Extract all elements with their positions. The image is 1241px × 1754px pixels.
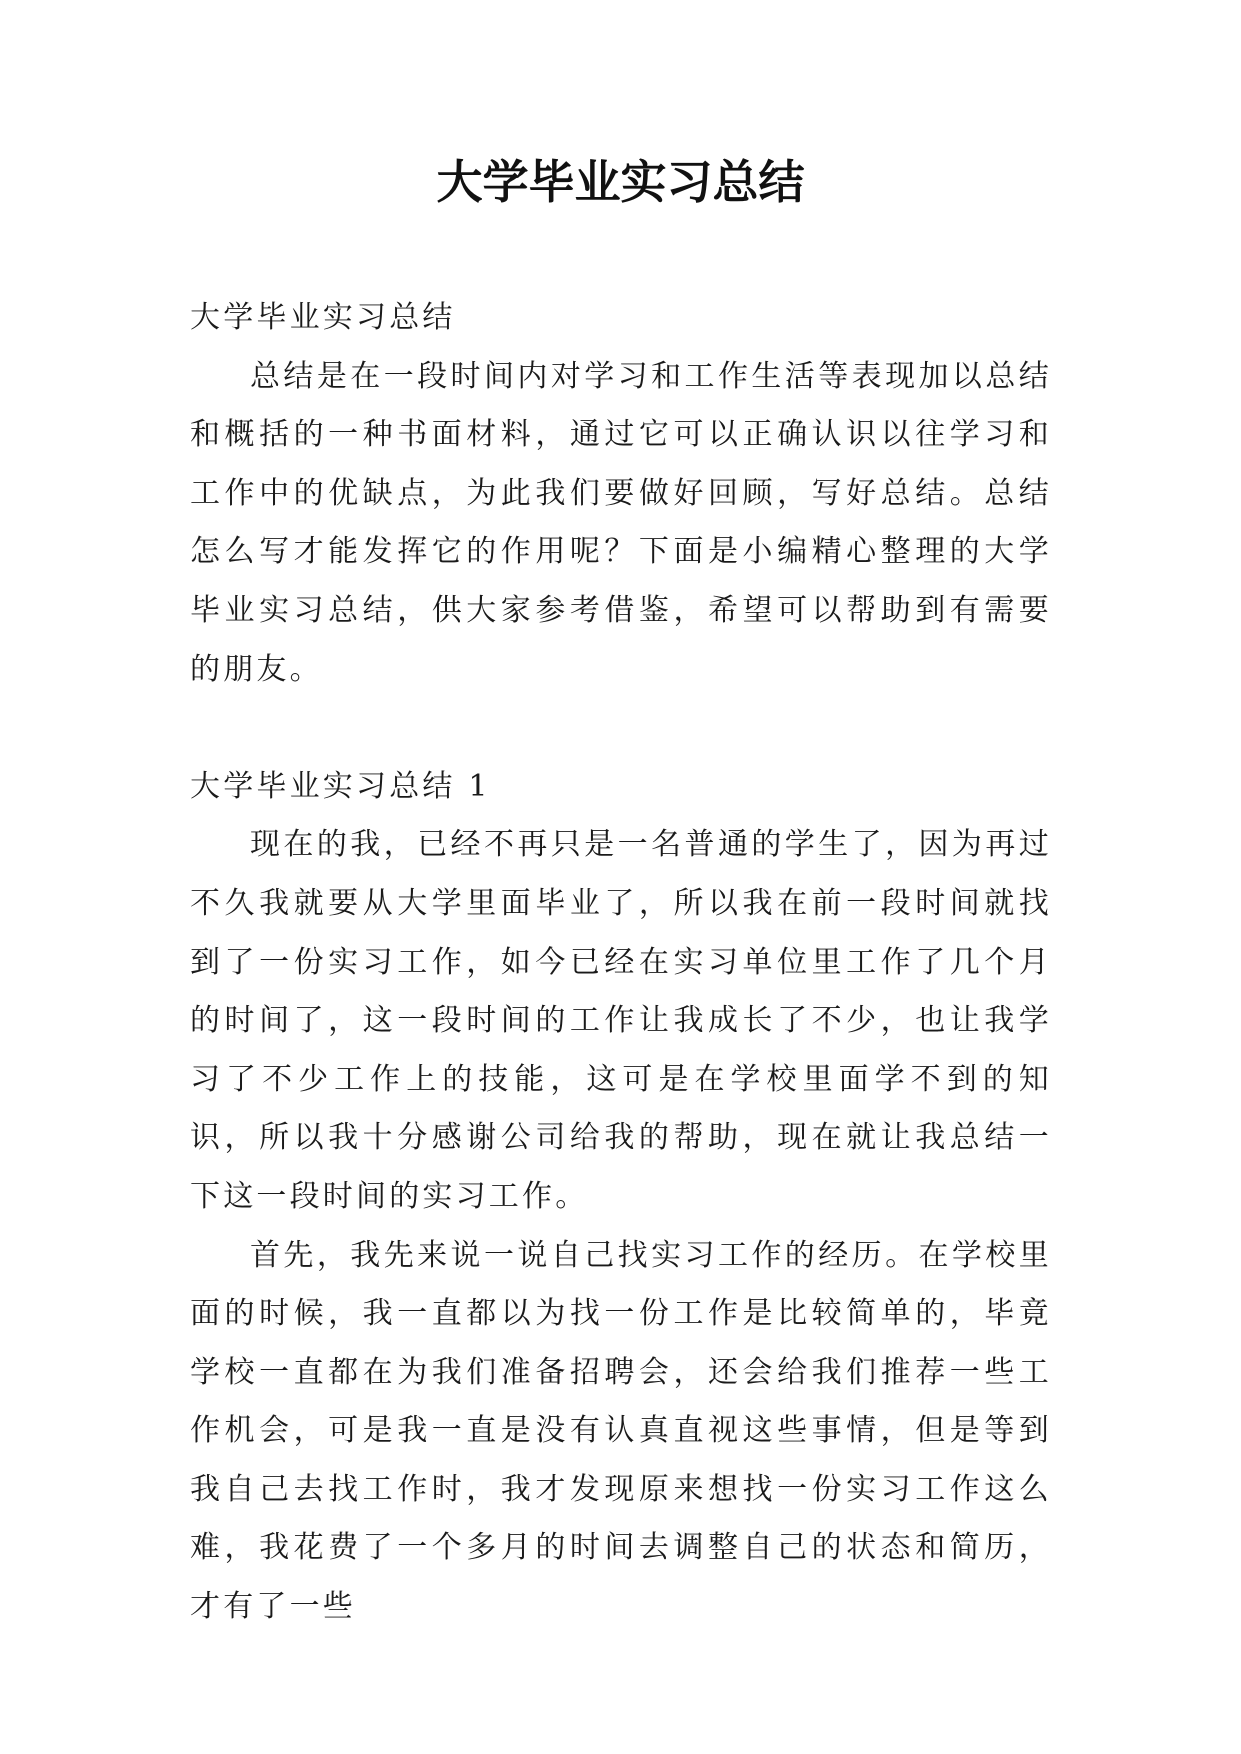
section-1-paragraph-1: 现在的我，已经不再只是一名普通的学生了，因为再过不久我就要从大学里面毕业了，所以我在前一段时间就找到了一份实习工作，如今已经在实习单位里工作了几个月的时间了，这一段时间的工作让我成长了不少，也让我学习了不少工作上的技能，这可是在学校里面学不到的知识，所以我十分感谢公司给我的帮助，现在就让我总结一下这一段时间的实习工作。 [190,827,1052,1214]
intro-paragraph: 总结是在一段时间内对学习和工作生活等表现加以总结和概括的一种书面材料，通过它可以正确认识以往学习和工作中的优缺点，为此我们要做好回顾，写好总结。总结怎么写才能发挥它的作用呢？下面是小编精心整理的大学毕业实习总结，供大家参考借鉴，希望可以帮助到有需要的朋友。 [190,358,1052,687]
document-title: 大学毕业实习总结 [436,155,805,209]
section-spacer [190,699,1052,758]
document-body [190,289,1052,1637]
section-1-heading: 大学毕业实习总结 1 [190,768,491,804]
section-1-paragraph-2: 首先，我先来说一说自己找实习工作的经历。在学校里面的时候，我一直都以为找一份工作是比较简单的，毕竟学校一直都在为我们准备招聘会，还会给我们推荐一些工作机会，可是我一直是没有认真直视这些事情，但是等到我自己去找工作时，我才发现原来想找一份实习工作这么难，我花费了一个多月的时间去调整自己的状态和简历，才有了一些 [190,1237,1052,1625]
intro-heading: 大学毕业实习总结 [190,300,456,335]
